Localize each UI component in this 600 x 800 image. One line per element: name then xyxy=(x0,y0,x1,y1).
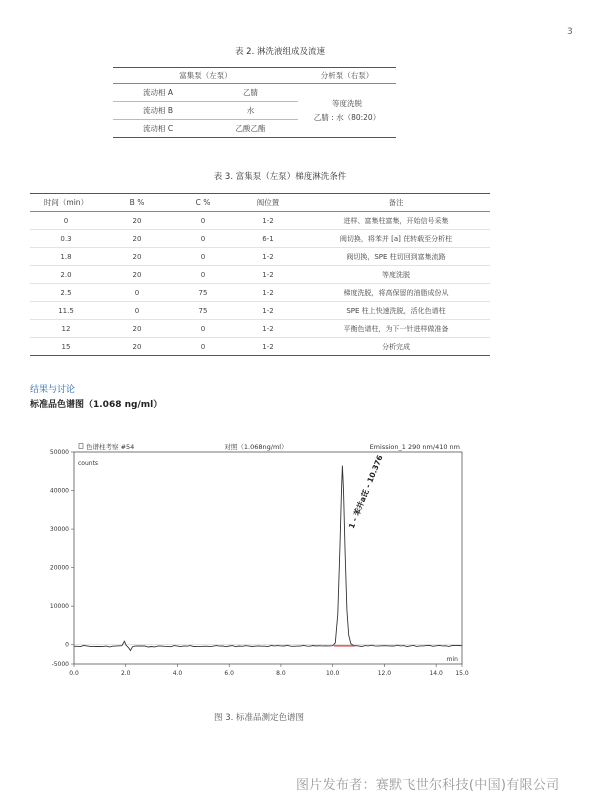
table-cell: 2.5 xyxy=(30,284,102,302)
table3-header-time: 时间（min） xyxy=(30,194,102,212)
x-tick-label: 15.0 xyxy=(455,670,469,677)
table-cell: 0 xyxy=(172,212,234,230)
chromatogram-chart xyxy=(38,440,478,680)
y-tick-label: 50000 xyxy=(49,449,69,456)
chart-header-left: 色谱柱考察 #54 xyxy=(86,443,135,451)
table3-header-c: C % xyxy=(172,194,234,212)
table-cell: 1.8 xyxy=(30,248,102,266)
table-cell: 20 xyxy=(132,342,142,351)
y-tick-label: 30000 xyxy=(49,526,69,534)
y-tick-label: 40000 xyxy=(49,487,69,495)
table-cell: 流动相 A xyxy=(113,84,203,102)
x-axis-label: min xyxy=(446,656,458,663)
table-cell: 分析完成 xyxy=(382,342,410,351)
table-cell: 0 xyxy=(172,230,234,248)
page-number: 3 xyxy=(567,27,573,37)
table-row xyxy=(30,230,490,248)
table2-header-enrichment-pump: 富集泵（左泵） xyxy=(113,68,298,84)
analysis-mode: 等度洗脱 xyxy=(332,98,362,108)
table3-header-valve: 阀位置 xyxy=(234,194,302,212)
table-cell: 梯度洗脱，将高保留的油脂成份从 xyxy=(302,284,490,302)
gradient-table xyxy=(30,193,490,356)
publisher-footer: 图片发布者：赛默飞世尔科技(中国)有限公司 xyxy=(296,778,560,793)
x-tick-label: 10.0 xyxy=(325,670,340,677)
y-tick-label: 0 xyxy=(65,641,69,649)
y-tick-label: 20000 xyxy=(49,564,69,572)
x-tick-label: 14.0 xyxy=(429,670,443,677)
table-cell: 0 xyxy=(172,248,234,266)
table-cell: 20 xyxy=(102,230,172,248)
table-row xyxy=(30,266,490,284)
table-cell: 乙腈 xyxy=(203,84,298,102)
table-cell: 11.5 xyxy=(30,302,102,320)
table2-analysis-cell xyxy=(298,84,396,138)
table-cell: 75 xyxy=(172,284,234,302)
table-row xyxy=(30,212,490,230)
table-cell: 20 xyxy=(102,266,172,284)
x-tick-label: 2.0 xyxy=(120,670,131,677)
table3-header-remark: 备注 xyxy=(302,194,490,212)
plot-frame xyxy=(74,452,462,664)
table-cell: 进样、富集柱富集，开始信号采集 xyxy=(302,212,490,230)
x-tick-label: 6.0 xyxy=(224,670,234,677)
x-tick-label: 0.0 xyxy=(69,670,79,677)
x-tick-label: 12.0 xyxy=(377,670,392,677)
table-cell: 等度洗脱 xyxy=(302,266,490,284)
table2-header-analysis-pump: 分析泵（右泵） xyxy=(298,68,396,84)
table-cell: 0 xyxy=(200,342,206,351)
table-cell: 0 xyxy=(102,284,172,302)
analysis-composition: 乙腈 : 水（80:20） xyxy=(313,112,381,122)
y-axis-label: counts xyxy=(78,460,99,467)
table-cell: 平衡色谱柱，为下一针进样做准备 xyxy=(302,320,490,338)
table-row xyxy=(30,338,490,356)
table-cell: 75 xyxy=(172,302,234,320)
table-cell: 20 xyxy=(102,248,172,266)
y-tick-label: -5000 xyxy=(51,661,69,668)
table-cell: 阀切换，SPE 柱切回到富集流路 xyxy=(302,248,490,266)
table-cell: 0.3 xyxy=(30,230,102,248)
table-cell: 阀切换，将苯并 [a] 芘转载至分析柱 xyxy=(302,230,490,248)
table-cell: 0 xyxy=(172,266,234,284)
eluent-table xyxy=(113,67,396,138)
table-row xyxy=(30,302,490,320)
table-cell: 2.0 xyxy=(30,266,102,284)
table-cell: 1-2 xyxy=(234,248,302,266)
peak-label: 1 - 苯并a芘 - 10.376 xyxy=(346,453,385,530)
table-cell: 1-2 xyxy=(234,302,302,320)
table-cell: SPE 柱上快速洗脱，活化色谱柱 xyxy=(302,302,490,320)
x-tick-label: 8.0 xyxy=(276,670,286,677)
table-cell: 水 xyxy=(203,102,298,120)
table-cell: 1-2 xyxy=(234,320,302,338)
table-cell: 1-2 xyxy=(234,284,302,302)
table-row xyxy=(30,248,490,266)
table-row xyxy=(30,284,490,302)
chromatogram-subtitle: 标准品色谱图（1.068 ng/ml） xyxy=(30,400,163,410)
table-row xyxy=(30,320,490,338)
table-cell: 0 xyxy=(30,212,102,230)
table-cell: 20 xyxy=(102,212,172,230)
table-cell: 乙酸乙酯 xyxy=(235,124,266,133)
table-cell: 12 xyxy=(30,320,102,338)
table-cell: 1-2 xyxy=(262,342,274,351)
table3-caption: 表 3. 富集泵（左泵）梯度淋洗条件 xyxy=(213,172,347,182)
chart-header-center: 对照（1.068ng/ml） xyxy=(224,443,288,451)
chromatogram-icon xyxy=(79,444,83,449)
table-row xyxy=(113,84,396,102)
table-cell: 流动相 B xyxy=(113,102,203,120)
table-cell: 20 xyxy=(102,320,172,338)
chart-header-right: Emission_1 290 nm/410 nm xyxy=(369,443,460,451)
section-title: 结果与讨论 xyxy=(30,385,76,395)
figure-caption: 图 3. 标准品测定色谱图 xyxy=(214,713,305,723)
table-cell: 0 xyxy=(172,320,234,338)
table-cell: 1-2 xyxy=(234,266,302,284)
x-tick-label: 4.0 xyxy=(172,670,183,677)
y-tick-label: 10000 xyxy=(49,603,69,611)
table-cell: 6-1 xyxy=(234,230,302,248)
table-cell: 流动相 C xyxy=(142,124,174,133)
table-cell: 1-2 xyxy=(234,212,302,230)
table-cell: 0 xyxy=(102,302,172,320)
table2-caption: 表 2. 淋洗液组成及流速 xyxy=(234,47,325,57)
table-cell: 15 xyxy=(61,342,71,351)
table3-header-b: B % xyxy=(102,194,172,212)
